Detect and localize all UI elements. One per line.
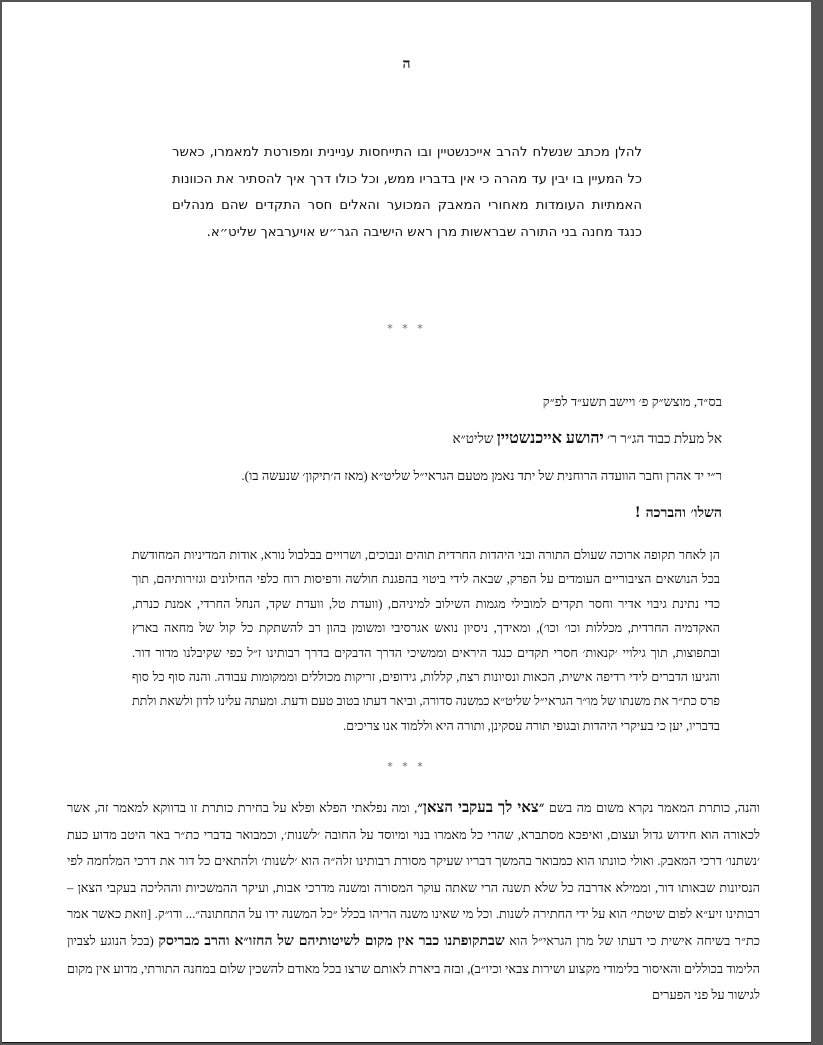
letter-date-line: בס״ד, מוצש״ק פ׳ ויישב תשע״ד לפ״ק: [542, 394, 722, 409]
addressee-suffix: שליט״א: [452, 431, 494, 446]
article-title-quote: ״צאי לך בעקבי הצאן״: [417, 800, 545, 816]
addressee-prefix: אל מעלת כבוד הג״ר ר׳: [607, 431, 722, 446]
response-paragraph: [67, 795, 760, 1009]
letter-body: [132, 543, 720, 738]
addressee-name: יהושע אייכנשטיין: [496, 430, 604, 447]
letter-addressee-title: ר״י יד אהרן וחבר הוועדה הרוחנית של יתד נאמן מטעם הגראי״ל שליט״א (מאז ה׳תיקון׳ שנעשה בו).: [241, 468, 722, 483]
document-page: [2, 2, 811, 1043]
page-number: ה: [402, 57, 411, 72]
letter-addressee: [122, 430, 722, 448]
response-text-c: (בכל הנוגע לצביון הלימוד בכוללים והאיסור בלימודי מקצוע ושירות צבאי וכיו״ב), ובזה ביארת לאותם שרצו בכל מאודם להשכין שלום במחנה התורתי, מדוע אין מקום לגישור על פני הפערים: [67, 933, 760, 1003]
response-text-b: , ומה נפלאתי הפלא ופלא על בחירת כותרת זו בדווקא למאמר זה, אשר לכאורה הוא חידוש גדול ועצום, ואיפכא מסתברא, שהרי כל מאמרו בנוי ומיוסד על החובה ׳לשנות׳, וכמבואר בדברי כת״ר באר היטב מדוע כעת ׳נשתנו׳ דרכי המאבק. ואולי כוונתו הוא כמבואר בהמשך דבריו שעיקר מסורת רבותינו זלה״ה הוא ׳לשנות׳ ולהתאים כל דור את דרכי המלחמה לפי הנסיונות שבאותו דור, וממילא אדרבה כל שלא תשנה הרי שאתה עוקר המסורה ומשנה מדרכי אבות, ועיקר ההמשכיות וההליכה בעקבי הצאן – רבותינו זיע״א לפום שיטתי׳ הוא על ידי החתירה לשנות. וכל מי שאינו משנה הריהו בכלל ״כל המשנה ידו על התחתונה״... ודו״ק. [וזאת כאשר אמר כת״ר בשיחה אישית כי דעתו של מרן הגראי״ל הוא: [67, 801, 761, 948]
section-separator: * * *: [387, 760, 426, 773]
section-separator: * * *: [387, 322, 426, 335]
letter-body-text: הן לאחר תקופה ארוכה שעולם התורה ובני היהדות החרדית תוהים ונבוכים, ושרויים בבלבול נורא, אודות המדיניות המחודשת בכל הנושאים הציבוריים העומדים על הפרק, שבאה לידי ביטוי בהפגנת חולשה ורפיסות רוח כלפי החילונים וגזירותיהם, תוך כדי נתינת גיבוי אדיר וחסר תקדים למובילי מגמות השילוב למיניהם, (וועדת טל, וועדת שקד, הנחל החרדי, אמנת כנרת, האקדמיה החרדית, מכללות וכו׳ וכו׳), ומאידך, ניסיון נואש אגרסיבי ומשומן בהון רב להשתקת כל קול של מחאה בארץ ובתפוצות, תוך גילויי ׳קנאות׳ חסרי תקדים כנגד היראים וממשיכי הדרך הדבקים בדרך רבותינו ז״ל כפי שקיבלנו מדור דור. והגיעו הדברים לידי רדיפה אישית, הכאות ונסיונות רצח, קללות, גידופים, זריקות מכוללים וממקומות עבודה. והנה סוף כל סוף פרס כת״ר את משנתו של מו״ר הגראי״ל שליט״א כמשנה סדורה, וביאר דעתו בטוב טעם ודעת. ומעתה עלינו לדון ולשאת ולתת בדבריו, יען כי בעיקרי היהדות ובגופי תורה עסקינן, ותורה היא וללמוד אנו צריכים.: [132, 548, 720, 733]
response-bold-statement: שבתקופתנו כבר אין מקום לשיטותיהם של החזו״א והרב מבריסק: [158, 933, 505, 949]
intro-paragraph: [172, 140, 642, 246]
response-body: [67, 795, 760, 1009]
response-text-a: והנה, כותרת המאמר נקרא משום מה בשם: [544, 801, 760, 815]
letter-greeting: השלו׳ והברכה !: [634, 505, 722, 521]
intro-text: להלן מכתב שנשלח להרב אייכנשטיין ובו התייחסות עניינית ומפורטת למאמרו, כאשר כל המעיין בו יבין עד מהרה כי אין בדבריו ממש, וכל כולו דרך איך להסתיר את הכוונות האמתיות העומדות מאחורי המאבק המכוער והאלים חסר התקדים שהם מנהלים כנגד מחנה בני התורה שבראשות מרן ראש הישיבה הגר״ש אויערבאך שליט״א.: [172, 145, 642, 240]
